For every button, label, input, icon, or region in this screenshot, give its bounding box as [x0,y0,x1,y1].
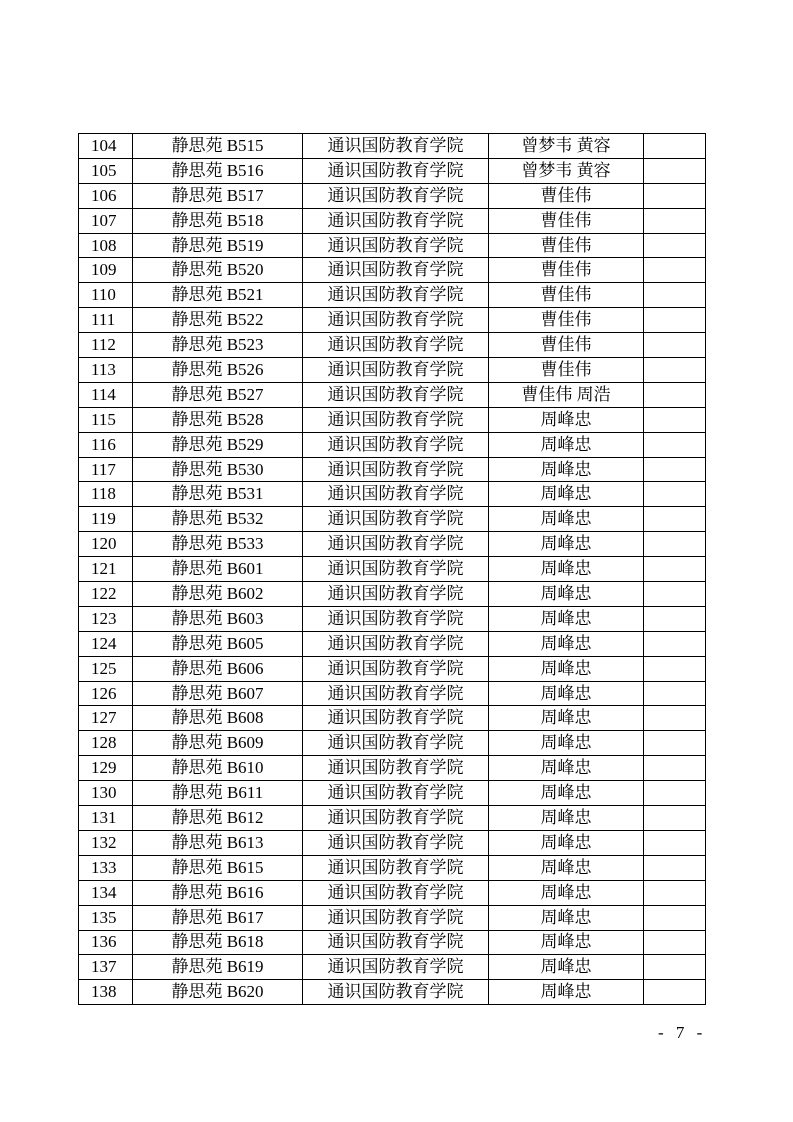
college-cell: 通识国防教育学院 [303,432,489,457]
room-cell: 静思苑 B602 [133,582,303,607]
staff-cell: 周峰忠 [489,457,644,482]
remark-cell [644,855,706,880]
table-row [79,283,706,308]
remark-cell [644,358,706,383]
college-cell: 通识国防教育学院 [303,208,489,233]
college-cell: 通识国防教育学院 [303,482,489,507]
staff-cell: 周峰忠 [489,855,644,880]
table-row [79,482,706,507]
remark-cell [644,482,706,507]
table-row [79,880,706,905]
staff-cell: 周峰忠 [489,955,644,980]
remark-cell [644,158,706,183]
room-cell: 静思苑 B615 [133,855,303,880]
room-cell: 静思苑 B613 [133,830,303,855]
remark-cell [644,606,706,631]
room-cell: 静思苑 B608 [133,706,303,731]
row-number-cell: 118 [79,482,133,507]
row-number-cell: 104 [79,134,133,159]
table-row [79,855,706,880]
college-cell: 通识国防教育学院 [303,606,489,631]
table-row [79,606,706,631]
college-cell: 通识国防教育学院 [303,134,489,159]
table-row [79,557,706,582]
room-cell: 静思苑 B521 [133,283,303,308]
row-number-cell: 109 [79,258,133,283]
staff-cell: 曹佳伟 周浩 [489,382,644,407]
staff-cell: 周峰忠 [489,631,644,656]
staff-cell: 曹佳伟 [489,333,644,358]
table-row [79,905,706,930]
table-row [79,134,706,159]
table-row [79,706,706,731]
table-row [79,308,706,333]
staff-cell: 曹佳伟 [489,208,644,233]
table-row [79,806,706,831]
row-number-cell: 106 [79,183,133,208]
room-cell: 静思苑 B533 [133,532,303,557]
room-cell: 静思苑 B606 [133,656,303,681]
remark-cell [644,880,706,905]
room-cell: 静思苑 B616 [133,880,303,905]
row-number-cell: 107 [79,208,133,233]
table-row [79,631,706,656]
college-cell: 通识国防教育学院 [303,706,489,731]
row-number-cell: 134 [79,880,133,905]
row-number-cell: 133 [79,855,133,880]
row-number-cell: 110 [79,283,133,308]
row-number-cell: 105 [79,158,133,183]
table-row [79,208,706,233]
college-cell: 通识国防教育学院 [303,582,489,607]
table-row [79,382,706,407]
remark-cell [644,656,706,681]
remark-cell [644,432,706,457]
remark-cell [644,382,706,407]
college-cell: 通识国防教育学院 [303,158,489,183]
row-number-cell: 116 [79,432,133,457]
staff-cell: 曹佳伟 [489,308,644,333]
room-cell: 静思苑 B528 [133,407,303,432]
staff-cell: 周峰忠 [489,507,644,532]
staff-cell: 曹佳伟 [489,258,644,283]
college-cell: 通识国防教育学院 [303,656,489,681]
staff-cell: 周峰忠 [489,432,644,457]
table-row [79,507,706,532]
remark-cell [644,208,706,233]
row-number-cell: 129 [79,756,133,781]
staff-cell: 周峰忠 [489,482,644,507]
staff-cell: 曹佳伟 [489,283,644,308]
room-cell: 静思苑 B526 [133,358,303,383]
table-row [79,980,706,1005]
row-number-cell: 113 [79,358,133,383]
remark-cell [644,631,706,656]
room-cell: 静思苑 B607 [133,681,303,706]
dormitory-table [78,133,706,1005]
remark-cell [644,731,706,756]
remark-cell [644,233,706,258]
room-cell: 静思苑 B610 [133,756,303,781]
college-cell: 通识国防教育学院 [303,358,489,383]
room-cell: 静思苑 B531 [133,482,303,507]
row-number-cell: 119 [79,507,133,532]
room-cell: 静思苑 B612 [133,806,303,831]
room-cell: 静思苑 B518 [133,208,303,233]
college-cell: 通识国防教育学院 [303,407,489,432]
remark-cell [644,955,706,980]
room-cell: 静思苑 B611 [133,781,303,806]
staff-cell: 周峰忠 [489,830,644,855]
remark-cell [644,830,706,855]
college-cell: 通识国防教育学院 [303,756,489,781]
table-row [79,582,706,607]
staff-cell: 周峰忠 [489,407,644,432]
staff-cell: 曾梦韦 黄容 [489,158,644,183]
row-number-cell: 115 [79,407,133,432]
staff-cell: 周峰忠 [489,656,644,681]
staff-cell: 曹佳伟 [489,183,644,208]
table-row [79,407,706,432]
table-row [79,532,706,557]
table-row [79,158,706,183]
staff-cell: 周峰忠 [489,582,644,607]
row-number-cell: 136 [79,930,133,955]
table-row [79,258,706,283]
row-number-cell: 137 [79,955,133,980]
page-number: - 7 - [658,1023,707,1042]
college-cell: 通识国防教育学院 [303,333,489,358]
table-row [79,830,706,855]
row-number-cell: 111 [79,308,133,333]
college-cell: 通识国防教育学院 [303,980,489,1005]
row-number-cell: 127 [79,706,133,731]
table-row [79,183,706,208]
row-number-cell: 126 [79,681,133,706]
row-number-cell: 130 [79,781,133,806]
staff-cell: 周峰忠 [489,880,644,905]
row-number-cell: 114 [79,382,133,407]
college-cell: 通识国防教育学院 [303,806,489,831]
staff-cell: 周峰忠 [489,806,644,831]
remark-cell [644,930,706,955]
college-cell: 通识国防教育学院 [303,905,489,930]
college-cell: 通识国防教育学院 [303,681,489,706]
room-cell: 静思苑 B605 [133,631,303,656]
room-cell: 静思苑 B520 [133,258,303,283]
row-number-cell: 135 [79,905,133,930]
remark-cell [644,681,706,706]
table-row [79,756,706,781]
staff-cell: 周峰忠 [489,781,644,806]
college-cell: 通识国防教育学院 [303,955,489,980]
remark-cell [644,980,706,1005]
college-cell: 通识国防教育学院 [303,731,489,756]
room-cell: 静思苑 B619 [133,955,303,980]
remark-cell [644,905,706,930]
row-number-cell: 132 [79,830,133,855]
staff-cell: 曹佳伟 [489,233,644,258]
row-number-cell: 128 [79,731,133,756]
row-number-cell: 120 [79,532,133,557]
staff-cell: 曹佳伟 [489,358,644,383]
table-row [79,432,706,457]
remark-cell [644,333,706,358]
room-cell: 静思苑 B617 [133,905,303,930]
college-cell: 通识国防教育学院 [303,855,489,880]
remark-cell [644,183,706,208]
remark-cell [644,706,706,731]
table-row [79,731,706,756]
remark-cell [644,507,706,532]
staff-cell: 曾梦韦 黄容 [489,134,644,159]
table-row [79,781,706,806]
college-cell: 通识国防教育学院 [303,557,489,582]
remark-cell [644,258,706,283]
row-number-cell: 122 [79,582,133,607]
room-cell: 静思苑 B527 [133,382,303,407]
remark-cell [644,407,706,432]
row-number-cell: 124 [79,631,133,656]
remark-cell [644,582,706,607]
row-number-cell: 121 [79,557,133,582]
row-number-cell: 112 [79,333,133,358]
room-cell: 静思苑 B620 [133,980,303,1005]
row-number-cell: 125 [79,656,133,681]
remark-cell [644,283,706,308]
staff-cell: 周峰忠 [489,706,644,731]
college-cell: 通识国防教育学院 [303,382,489,407]
staff-cell: 周峰忠 [489,606,644,631]
row-number-cell: 131 [79,806,133,831]
college-cell: 通识国防教育学院 [303,457,489,482]
room-cell: 静思苑 B523 [133,333,303,358]
staff-cell: 周峰忠 [489,731,644,756]
room-cell: 静思苑 B529 [133,432,303,457]
college-cell: 通识国防教育学院 [303,930,489,955]
table-row [79,333,706,358]
college-cell: 通识国防教育学院 [303,880,489,905]
college-cell: 通识国防教育学院 [303,183,489,208]
row-number-cell: 138 [79,980,133,1005]
college-cell: 通识国防教育学院 [303,830,489,855]
staff-cell: 周峰忠 [489,905,644,930]
staff-cell: 周峰忠 [489,681,644,706]
remark-cell [644,806,706,831]
table-row [79,955,706,980]
room-cell: 静思苑 B517 [133,183,303,208]
room-cell: 静思苑 B515 [133,134,303,159]
remark-cell [644,308,706,333]
room-cell: 静思苑 B516 [133,158,303,183]
college-cell: 通识国防教育学院 [303,283,489,308]
table-row [79,930,706,955]
remark-cell [644,781,706,806]
remark-cell [644,457,706,482]
college-cell: 通识国防教育学院 [303,781,489,806]
table-row [79,681,706,706]
row-number-cell: 117 [79,457,133,482]
college-cell: 通识国防教育学院 [303,532,489,557]
table-row [79,457,706,482]
room-cell: 静思苑 B532 [133,507,303,532]
room-cell: 静思苑 B530 [133,457,303,482]
table-row [79,358,706,383]
row-number-cell: 123 [79,606,133,631]
room-cell: 静思苑 B522 [133,308,303,333]
row-number-cell: 108 [79,233,133,258]
college-cell: 通识国防教育学院 [303,258,489,283]
room-cell: 静思苑 B601 [133,557,303,582]
room-cell: 静思苑 B603 [133,606,303,631]
staff-cell: 周峰忠 [489,930,644,955]
room-cell: 静思苑 B618 [133,930,303,955]
table-row [79,656,706,681]
staff-cell: 周峰忠 [489,532,644,557]
college-cell: 通识国防教育学院 [303,233,489,258]
room-cell: 静思苑 B609 [133,731,303,756]
staff-cell: 周峰忠 [489,557,644,582]
table-row [79,233,706,258]
staff-cell: 周峰忠 [489,980,644,1005]
college-cell: 通识国防教育学院 [303,507,489,532]
college-cell: 通识国防教育学院 [303,631,489,656]
remark-cell [644,756,706,781]
staff-cell: 周峰忠 [489,756,644,781]
college-cell: 通识国防教育学院 [303,308,489,333]
table-body [79,134,706,1005]
remark-cell [644,532,706,557]
remark-cell [644,557,706,582]
remark-cell [644,134,706,159]
room-cell: 静思苑 B519 [133,233,303,258]
